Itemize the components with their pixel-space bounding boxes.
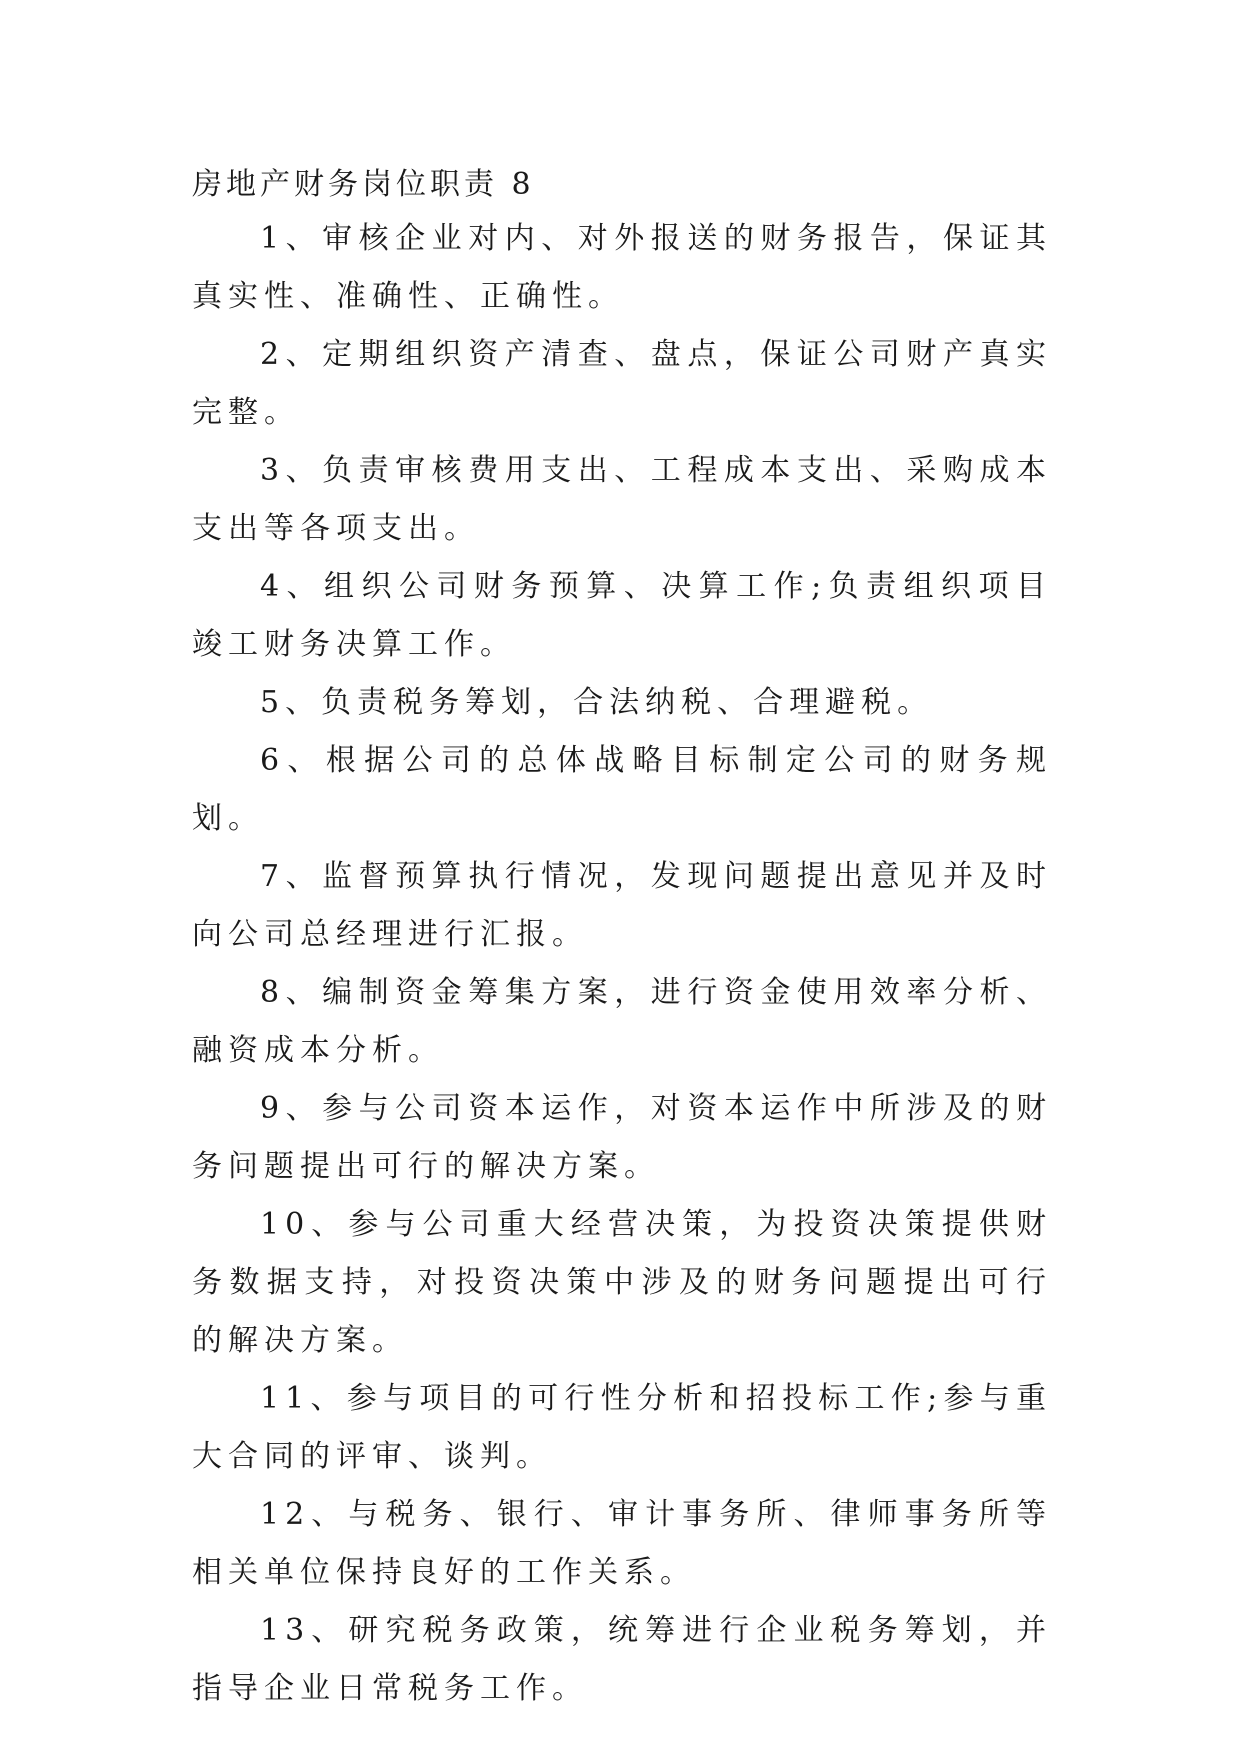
duty-item-8: 8、编制资金筹集方案，进行资金使用效率分析、融资成本分析。 — [192, 975, 1052, 1068]
duty-item-11: 11、参与项目的可行性分析和招投标工作;参与重大合同的评审、谈判。 — [192, 1381, 1052, 1474]
duty-item-1: 1、审核企业对内、对外报送的财务报告，保证其真实性、准确性、正确性。 — [192, 221, 1052, 314]
document-title: 房地产财务岗位职责 8 — [192, 167, 535, 202]
duty-item-6: 6、根据公司的总体战略目标制定公司的财务规划。 — [192, 743, 1052, 836]
duty-item-10: 10、参与公司重大经营决策，为投资决策提供财务数据支持，对投资决策中涉及的财务问题提出可行的解决方案。 — [192, 1207, 1052, 1358]
duty-item-3: 3、负责审核费用支出、工程成本支出、采购成本支出等各项支出。 — [192, 453, 1052, 546]
duty-item-12: 12、与税务、银行、审计事务所、律师事务所等相关单位保持良好的工作关系。 — [192, 1497, 1052, 1590]
document-body — [192, 160, 1052, 1718]
duty-item-13: 13、研究税务政策，统筹进行企业税务筹划，并指导企业日常税务工作。 — [192, 1613, 1052, 1706]
duty-item-5: 5、负责税务筹划，合法纳税、合理避税。 — [260, 685, 934, 720]
duty-item-9: 9、参与公司资本运作，对资本运作中所涉及的财务问题提出可行的解决方案。 — [192, 1091, 1052, 1184]
duty-item-4: 4、组织公司财务预算、决算工作;负责组织项目竣工财务决算工作。 — [192, 569, 1052, 662]
duty-item-2: 2、定期组织资产清查、盘点，保证公司财产真实完整。 — [192, 337, 1052, 430]
duty-item-7: 7、监督预算执行情况，发现问题提出意见并及时向公司总经理进行汇报。 — [192, 859, 1052, 952]
